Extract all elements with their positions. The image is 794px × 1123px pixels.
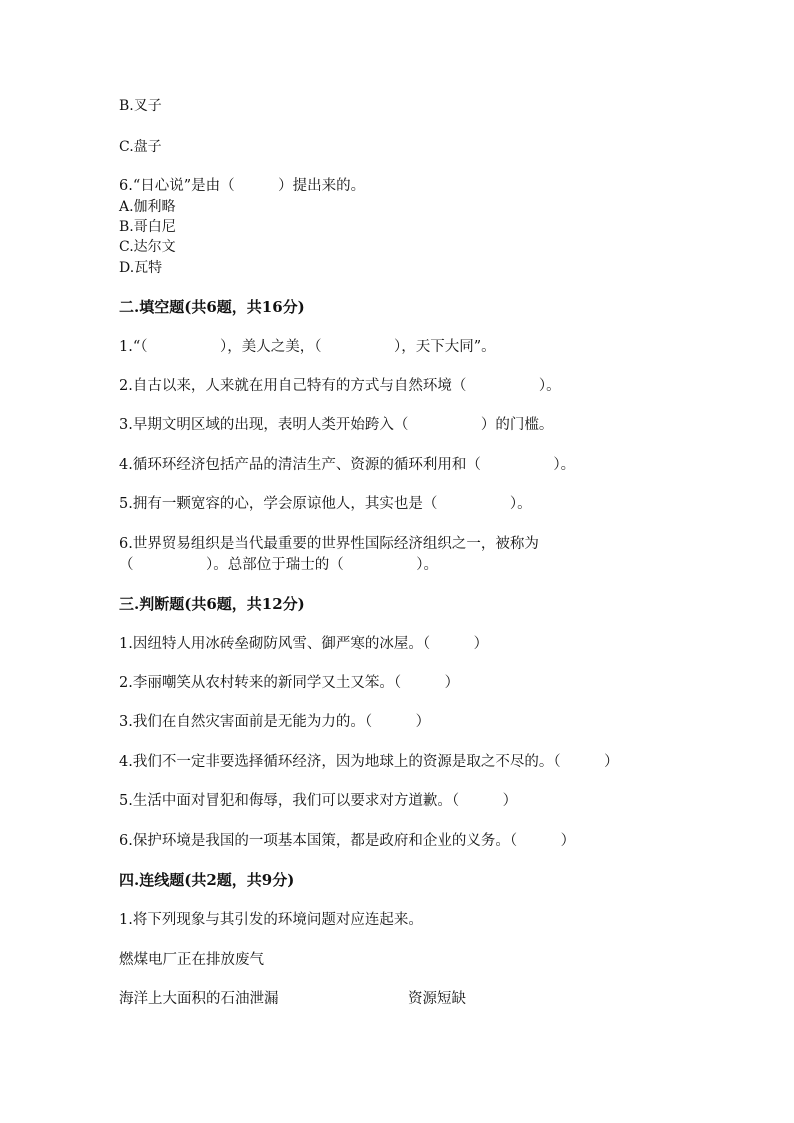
match-question-1: 1.将下列现象与其引发的环境问题对应连起来。 <box>119 912 423 928</box>
fill-question-3: 3.早期文明区域的出现，表明人类开始跨入（ ）的门槛。 <box>119 417 554 433</box>
option-c-prev: C.盘子 <box>119 139 162 155</box>
judge-question-5: 5.生活中面对冒犯和侮辱，我们可以要求对方道歉。（ ） <box>119 793 518 809</box>
fill-question-5: 5.拥有一颗宽容的心，学会原谅他人，其实也是（ ）。 <box>119 496 532 512</box>
fill-question-6-line2: （ ）。总部位于瑞士的（ ）。 <box>119 557 438 573</box>
match-right-item-1: 资源短缺 <box>408 991 466 1007</box>
fill-question-6-line1: 6.世界贸易组织是当代最重要的世界性国际经济组织之一，被称为 <box>119 536 539 552</box>
match-left-item-2: 海洋上大面积的石油泄漏 <box>119 991 279 1007</box>
question-6-stem: 6.“日心说”是由（ ）提出来的。 <box>119 178 366 194</box>
judge-question-3: 3.我们在自然灾害面前是无能为力的。（ ） <box>119 714 431 730</box>
question-6-option-d: D.瓦特 <box>119 260 163 276</box>
question-6-option-b: B.哥白尼 <box>119 219 176 235</box>
fill-question-4: 4.循环环经济包括产品的清洁生产、资源的循环利用和（ ）。 <box>119 457 576 473</box>
option-b-prev: B.叉子 <box>119 98 162 114</box>
question-6-option-c: C.达尔文 <box>119 239 176 255</box>
judge-question-6: 6.保护环境是我国的一项基本国策，都是政府和企业的义务。（ ） <box>119 833 576 849</box>
match-left-item-1: 燃煤电厂正在排放废气 <box>119 952 264 968</box>
question-6-option-a: A.伽利略 <box>119 199 176 215</box>
section-3-heading: 三.判断题(共6题，共12分) <box>119 595 305 613</box>
fill-question-2: 2.自古以来，人来就在用自己特有的方式与自然环境（ ）。 <box>119 378 561 394</box>
fill-question-1: 1.“（ ），美人之美，（ ），天下大同”。 <box>119 339 496 355</box>
judge-question-4: 4.我们不一定非要选择循环经济，因为地球上的资源是取之不尽的。（ ） <box>119 754 619 770</box>
section-2-heading: 二.填空题(共6题，共16分) <box>119 298 305 316</box>
section-4-heading: 四.连线题(共2题，共9分) <box>119 871 295 889</box>
judge-question-2: 2.李丽嘲笑从农村转来的新同学又土又笨。（ ） <box>119 675 460 691</box>
judge-question-1: 1.因纽特人用冰砖垒砌防风雪、御严寒的冰屋。（ ） <box>119 636 489 652</box>
